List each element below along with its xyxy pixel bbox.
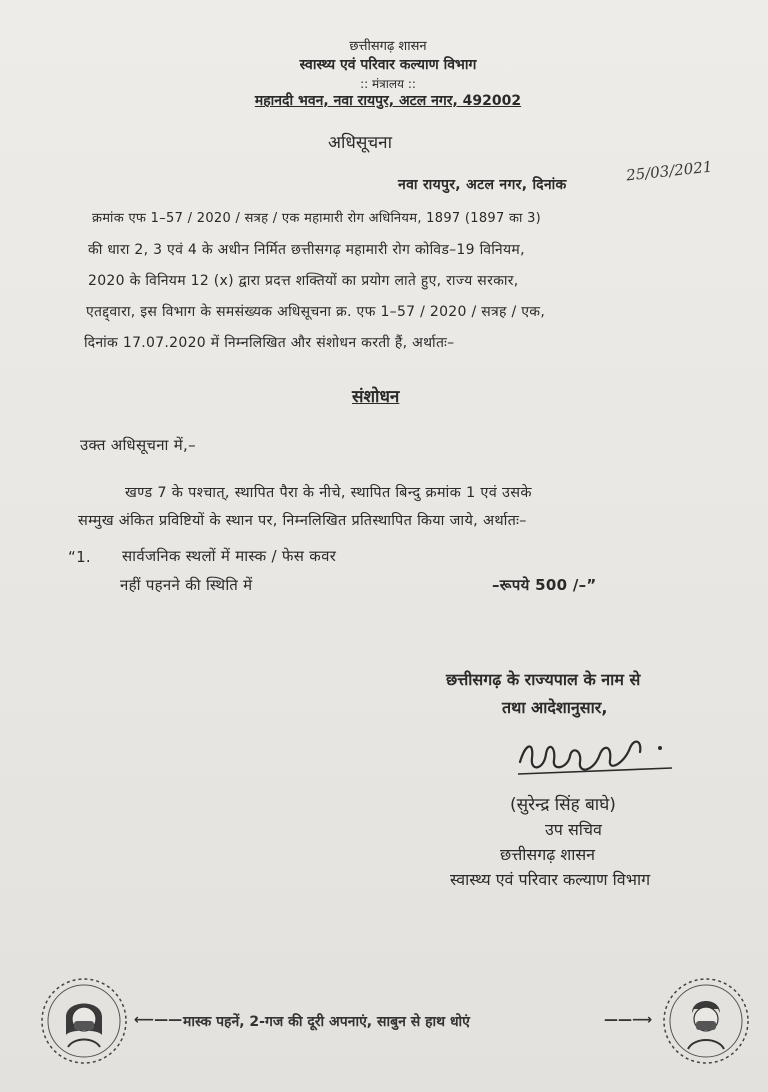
masked-woman-icon bbox=[38, 975, 130, 1067]
signatory-designation: उप सचिव bbox=[545, 820, 602, 839]
signatory-dept-1: छत्तीसगढ़ शासन bbox=[500, 845, 596, 864]
item-line-2: नहीं पहनने की स्थिति में bbox=[120, 576, 253, 594]
masked-man-icon bbox=[660, 975, 752, 1067]
department-name: स्वास्थ्य एवं परिवार कल्याण विभाग bbox=[299, 57, 477, 73]
clause-line-2: सम्मुख अंकित प्रविष्टियों के स्थान पर, निम्नलिखित प्रतिस्थापित किया जाये, अर्थातः– bbox=[78, 513, 527, 529]
footer-slogan: मास्क पहनें, 2-गज की दूरी अपनाएं, साबुन से हाथ धोएं bbox=[183, 1014, 470, 1030]
notification-title: अधिसूचना bbox=[328, 133, 392, 153]
clause-line-1: खण्ड 7 के पश्चात्, स्थापित पैरा के नीचे, स्थापित बिन्दु क्रमांक 1 एवं उसके bbox=[125, 485, 532, 501]
body-line-1: क्रमांक एफ 1–57 / 2020 / सत्रह / एक महामारी रोग अधिनियम, 1897 (1897 का 3) bbox=[92, 211, 542, 226]
govt-name: छत्तीसगढ़ शासन bbox=[349, 39, 427, 54]
arrow-left-icon: ⟵—— bbox=[134, 1012, 183, 1028]
body-line-4: एतद्द्वारा, इस विभाग के समसंख्यक अधिसूचना क्र. एफ 1–57 / 2020 / सत्रह / एक, bbox=[86, 304, 546, 320]
signatory-name: (सुरेन्द्र सिंह बाघे) bbox=[510, 795, 616, 815]
authority-line-2: तथा आदेशानुसार, bbox=[502, 698, 608, 717]
signatory-dept-2: स्वास्थ्य एवं परिवार कल्याण विभाग bbox=[450, 870, 651, 889]
body-line-3: 2020 के विनियम 12 (x) द्वारा प्रदत्त शक्तियों का प्रयोग लाते हुए, राज्य सरकार, bbox=[88, 273, 519, 289]
body-line-2: की धारा 2, 3 एवं 4 के अधीन निर्मित छत्तीसगढ़ महामारी रोग कोविड–19 विनियम, bbox=[88, 242, 525, 258]
address-line: महानदी भवन, नवा रायपुर, अटल नगर, 492002 bbox=[254, 93, 522, 109]
item-number: “1. bbox=[68, 548, 91, 566]
authority-line-1: छत्तीसगढ़ के राज्यपाल के नाम से bbox=[446, 670, 641, 689]
amendment-title: संशोधन bbox=[352, 387, 400, 407]
intro-text: उक्त अधिसूचना में,– bbox=[80, 436, 196, 454]
signature-mark bbox=[512, 724, 682, 784]
handwritten-date: 25/03/2021 bbox=[625, 157, 714, 185]
body-line-5: दिनांक 17.07.2020 में निम्नलिखित और संशोधन करती हैं, अर्थातः– bbox=[84, 335, 455, 351]
arrow-right-icon: ——⟶ bbox=[604, 1012, 653, 1028]
fine-amount: –रूपये 500 /–” bbox=[492, 576, 597, 594]
item-line-1: सार्वजनिक स्थलों में मास्क / फेस कवर bbox=[122, 547, 337, 565]
place-date-text: नवा रायपुर, अटल नगर, दिनांक bbox=[398, 177, 567, 193]
ministry-label: :: मंत्रालय :: bbox=[360, 77, 416, 91]
